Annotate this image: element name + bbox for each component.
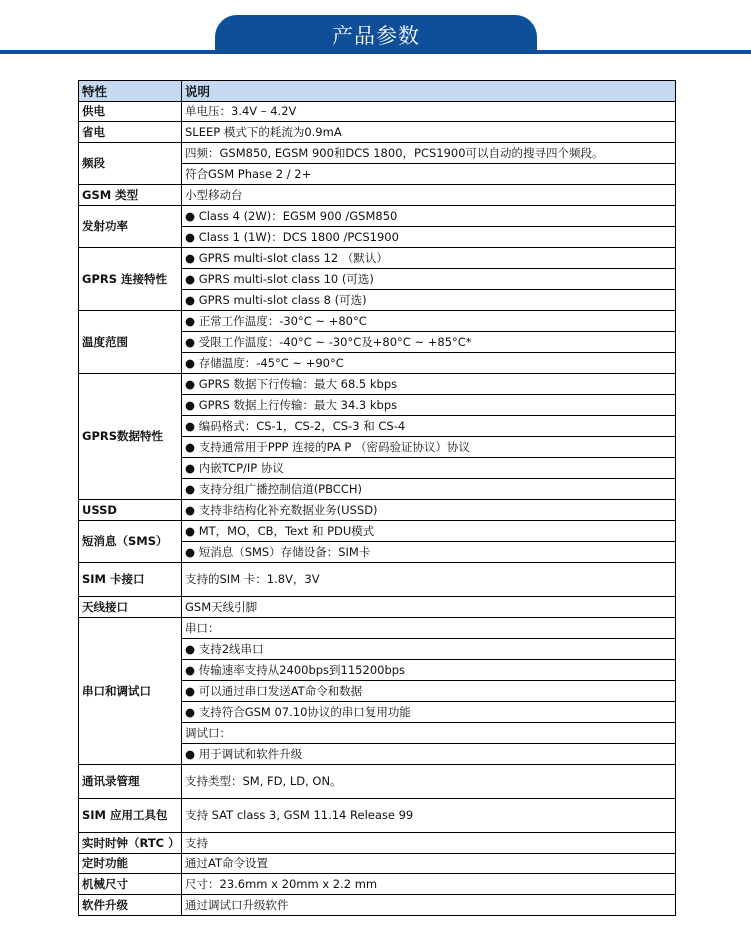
table-row bbox=[79, 563, 676, 597]
feature-value: ● 用于调试和软件升级 bbox=[182, 744, 676, 765]
feature-label: GPRS数据特性 bbox=[79, 374, 182, 500]
table-row bbox=[79, 833, 676, 854]
feature-label: 机械尺寸 bbox=[79, 874, 182, 895]
feature-value: ● Class 4 (2W)：EGSM 900 /GSM850 bbox=[182, 206, 676, 227]
feature-label: SIM 应用工具包 bbox=[79, 799, 182, 833]
feature-label: 频段 bbox=[79, 143, 182, 185]
table-row bbox=[79, 311, 676, 332]
feature-label: 天线接口 bbox=[79, 597, 182, 618]
feature-label: 省电 bbox=[79, 122, 182, 143]
feature-label: 供电 bbox=[79, 102, 182, 122]
page-title: 产品参数 bbox=[215, 15, 537, 54]
feature-value: 串口： bbox=[182, 618, 676, 639]
feature-value: ● 支持非结构化补充数据业务(USSD) bbox=[182, 500, 676, 521]
feature-value: ● GPRS 数据上行传输：最大 34.3 kbps bbox=[182, 395, 676, 416]
feature-value: ● GPRS multi-slot class 12 （默认） bbox=[182, 248, 676, 269]
table-row bbox=[79, 521, 676, 542]
table-row bbox=[79, 374, 676, 395]
feature-value: ● 内嵌TCP/IP 协议 bbox=[182, 458, 676, 479]
feature-value: 调试口： bbox=[182, 723, 676, 744]
table-row bbox=[79, 185, 676, 206]
table-row bbox=[79, 500, 676, 521]
feature-value: 符合GSM Phase 2 / 2+ bbox=[182, 164, 676, 185]
spec-table bbox=[78, 80, 676, 916]
feature-value: ● 编码格式：CS-1，CS-2，CS-3 和 CS-4 bbox=[182, 416, 676, 437]
feature-value: ● 支持符合GSM 07.10协议的串口复用功能 bbox=[182, 702, 676, 723]
feature-value: ● 正常工作温度：-30°C ~ +80°C bbox=[182, 311, 676, 332]
feature-label: GPRS 连接特性 bbox=[79, 248, 182, 311]
table-row bbox=[79, 597, 676, 618]
feature-value: ● GPRS multi-slot class 8 (可选) bbox=[182, 290, 676, 311]
feature-value: ● GPRS 数据下行传输：最大 68.5 kbps bbox=[182, 374, 676, 395]
feature-value: 尺寸：23.6mm x 20mm x 2.2 mm bbox=[182, 874, 676, 895]
table-row bbox=[79, 122, 676, 143]
feature-value: 支持类型：SM, FD, LD, ON。 bbox=[182, 765, 676, 799]
feature-label: USSD bbox=[79, 500, 182, 521]
feature-value: ● 传输速率支持从2400bps到115200bps bbox=[182, 660, 676, 681]
table-row bbox=[79, 874, 676, 895]
feature-value: 支持 bbox=[182, 833, 676, 854]
feature-value: ● Class 1 (1W)：DCS 1800 /PCS1900 bbox=[182, 227, 676, 248]
feature-label: GSM 类型 bbox=[79, 185, 182, 206]
feature-value: ● 存储温度：-45°C ~ +90°C bbox=[182, 353, 676, 374]
feature-value: ● 支持2线串口 bbox=[182, 639, 676, 660]
table-row bbox=[79, 618, 676, 639]
feature-value: ● MT，MO，CB，Text 和 PDU模式 bbox=[182, 521, 676, 542]
feature-value: 单电压：3.4V – 4.2V bbox=[182, 102, 676, 122]
feature-value: 四频：GSM850, EGSM 900和DCS 1800，PCS1900可以自动的搜寻四个频段。 bbox=[182, 143, 676, 164]
feature-label: 通讯录管理 bbox=[79, 765, 182, 799]
table-row bbox=[79, 854, 676, 874]
feature-value: GSM天线引脚 bbox=[182, 597, 676, 618]
feature-value: ● 可以通过串口发送AT命令和数据 bbox=[182, 681, 676, 702]
feature-label: SIM 卡接口 bbox=[79, 563, 182, 597]
table-row bbox=[79, 895, 676, 916]
feature-value: SLEEP 模式下的耗流为0.9mA bbox=[182, 122, 676, 143]
feature-value: 通过AT命令设置 bbox=[182, 854, 676, 874]
feature-value: 小型移动台 bbox=[182, 185, 676, 206]
table-row bbox=[79, 143, 676, 164]
feature-label: 软件升级 bbox=[79, 895, 182, 916]
feature-value: 通过调试口升级软件 bbox=[182, 895, 676, 916]
feature-label: 串口和调试口 bbox=[79, 618, 182, 765]
table-row bbox=[79, 248, 676, 269]
feature-value: 支持的SIM 卡：1.8V，3V bbox=[182, 563, 676, 597]
table-row bbox=[79, 799, 676, 833]
table-row bbox=[79, 765, 676, 799]
column-header-feature: 特性 bbox=[79, 81, 182, 102]
feature-label: 定时功能 bbox=[79, 854, 182, 874]
feature-label: 实时时钟（RTC ） bbox=[79, 833, 182, 854]
feature-label: 温度范围 bbox=[79, 311, 182, 374]
feature-value: ● GPRS multi-slot class 10 (可选) bbox=[182, 269, 676, 290]
feature-label: 发射功率 bbox=[79, 206, 182, 248]
feature-value: ● 支持分组广播控制信道(PBCCH) bbox=[182, 479, 676, 500]
column-header-description: 说明 bbox=[182, 81, 676, 102]
table-row bbox=[79, 102, 676, 122]
feature-value: 支持 SAT class 3, GSM 11.14 Release 99 bbox=[182, 799, 676, 833]
table-row bbox=[79, 206, 676, 227]
feature-label: 短消息（SMS） bbox=[79, 521, 182, 563]
feature-value: ● 支持通常用于PPP 连接的PA P （密码验证协议）协议 bbox=[182, 437, 676, 458]
feature-value: ● 受限工作温度：-40°C ~ -30°C及+80°C ~ +85°C* bbox=[182, 332, 676, 353]
feature-value: ● 短消息（SMS）存储设备：SIM卡 bbox=[182, 542, 676, 563]
table-header-row bbox=[79, 81, 676, 102]
